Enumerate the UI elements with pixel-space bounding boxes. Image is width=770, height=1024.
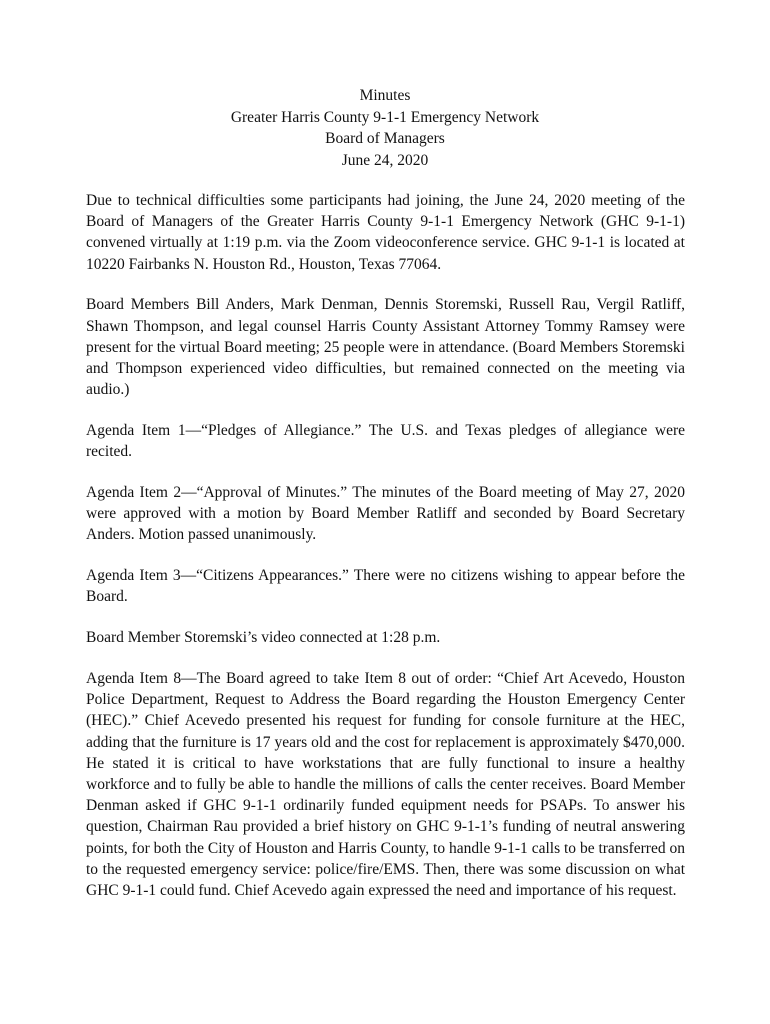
document-body: [86, 190, 685, 921]
header-organization: Greater Harris County 9-1-1 Emergency Network: [230, 108, 540, 126]
document-header: [0, 85, 770, 171]
header-date: June 24, 2020: [341, 151, 429, 169]
paragraph-agenda-item-8: Agenda Item 8—The Board agreed to take Item 8 out of order: “Chief Art Acevedo, Houston Police Department, Request to Address the Board regarding the Houston Emergency Center (HEC).” Chief Acevedo presented his request for funding for console furniture at the HEC, adding that the furniture is 17 years old and the cost for replacement is approximately $470,000. He stated it is critical to have workstations that are fully functional to insure a healthy workforce and to fully be able to handle the millions of calls the center receives. Board Member Denman asked if GHC 9-1-1 ordinarily funded equipment needs for PSAPs. To answer his question, Chairman Rau provided a brief history on GHC 9-1-1’s funding of neutral answering points, for both the City of Houston and Harris County, to handle 9-1-1 calls to be transferred on to the requested emergency service: police/fire/EMS. Then, there was some discussion on what GHC 9-1-1 could fund. Chief Acevedo again expressed the need and importance of his request.: [86, 670, 685, 900]
paragraph-call-to-order: Due to technical difficulties some participants had joining, the June 24, 2020 meeting of the Board of Managers of the Greater Harris County 9-1-1 Emergency Network (GHC 9-1-1) convened virtually at 1:19 p.m. via the Zoom videoconference service. GHC 9-1-1 is located at 10220 Fairbanks N. Houston Rd., Houston, Texas 77064.: [86, 192, 685, 273]
paragraph-agenda-item-1: Agenda Item 1—“Pledges of Allegiance.” The U.S. and Texas pledges of allegiance were recited.: [86, 422, 685, 461]
paragraph-video-connected: Board Member Storemski’s video connected at 1:28 p.m.: [86, 629, 441, 647]
paragraph-attendance: Board Members Bill Anders, Mark Denman, Dennis Storemski, Russell Rau, Vergil Ratliff, Shawn Thompson, and legal counsel Harris County Assistant Attorney Tommy Ramsey were present for the virtual Board meeting; 25 people were in attendance. (Board Members Storemski and Thompson experienced video difficulties, but remained connected on the meeting via audio.): [86, 296, 685, 399]
paragraph-agenda-item-2: Agenda Item 2—“Approval of Minutes.” The minutes of the Board meeting of May 27, 2020 were approved with a motion by Board Member Ratliff and seconded by Board Secretary Anders. Motion passed unanimously.: [86, 484, 685, 544]
header-title: Minutes: [359, 87, 411, 104]
header-board: Board of Managers: [325, 130, 445, 147]
paragraph-agenda-item-3: Agenda Item 3—“Citizens Appearances.” There were no citizens wishing to appear before the Board.: [86, 567, 685, 606]
